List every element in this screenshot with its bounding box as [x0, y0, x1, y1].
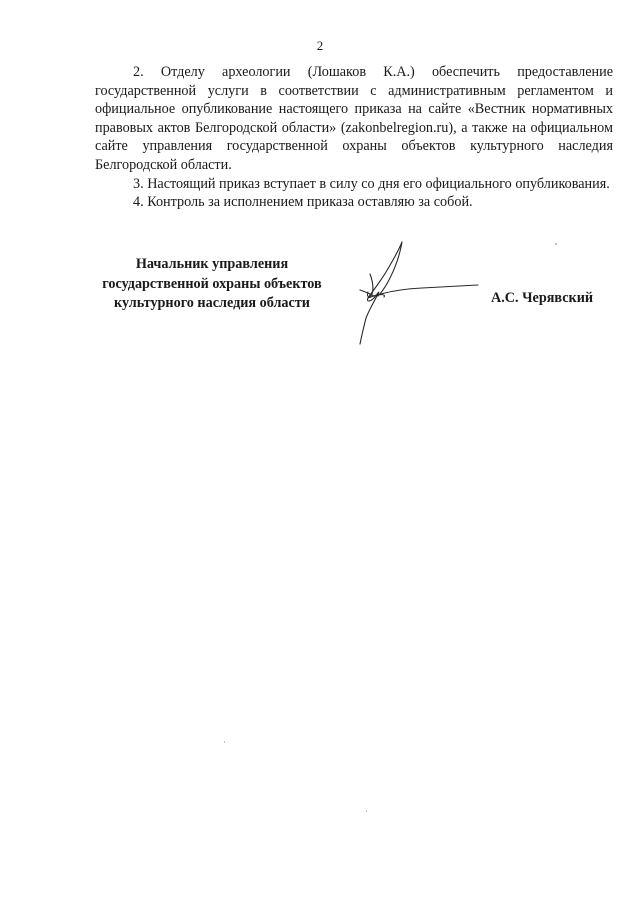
- paragraph-2: 2. Отделу археологии (Лошаков К.А.) обеспечить предоставление государственной услуги в соответствии с административным регламентом и официальное опубликование настоящего приказа на сайте «Вестник нормативных правовых актов Белгородской области» (zakonbelregion.ru), а также на официальном сайте управления государственной охраны объектов культурного наследия Белгородской области.: [95, 64, 613, 173]
- signatory-title-line: Начальник управления: [135, 256, 289, 272]
- signatory-name: А.С. Черявский: [491, 290, 594, 306]
- signatory-title-line: государственной охраны объектов: [102, 275, 322, 292]
- paragraph-3: 3. Настоящий приказ вступает в силу со дня его официального опубликования.: [133, 175, 610, 192]
- signatory-title: [86, 255, 338, 314]
- page-number: 2: [316, 38, 324, 53]
- scan-speck: [366, 810, 367, 812]
- paragraph-4: 4. Контроль за исполнением приказа оставляю за собой.: [133, 194, 473, 211]
- signatory-title-line: культурного наследия области: [114, 295, 310, 311]
- scan-speck: [224, 741, 225, 743]
- document-body: [95, 63, 613, 212]
- scan-speck: [555, 243, 557, 245]
- handwritten-signature: [340, 238, 490, 350]
